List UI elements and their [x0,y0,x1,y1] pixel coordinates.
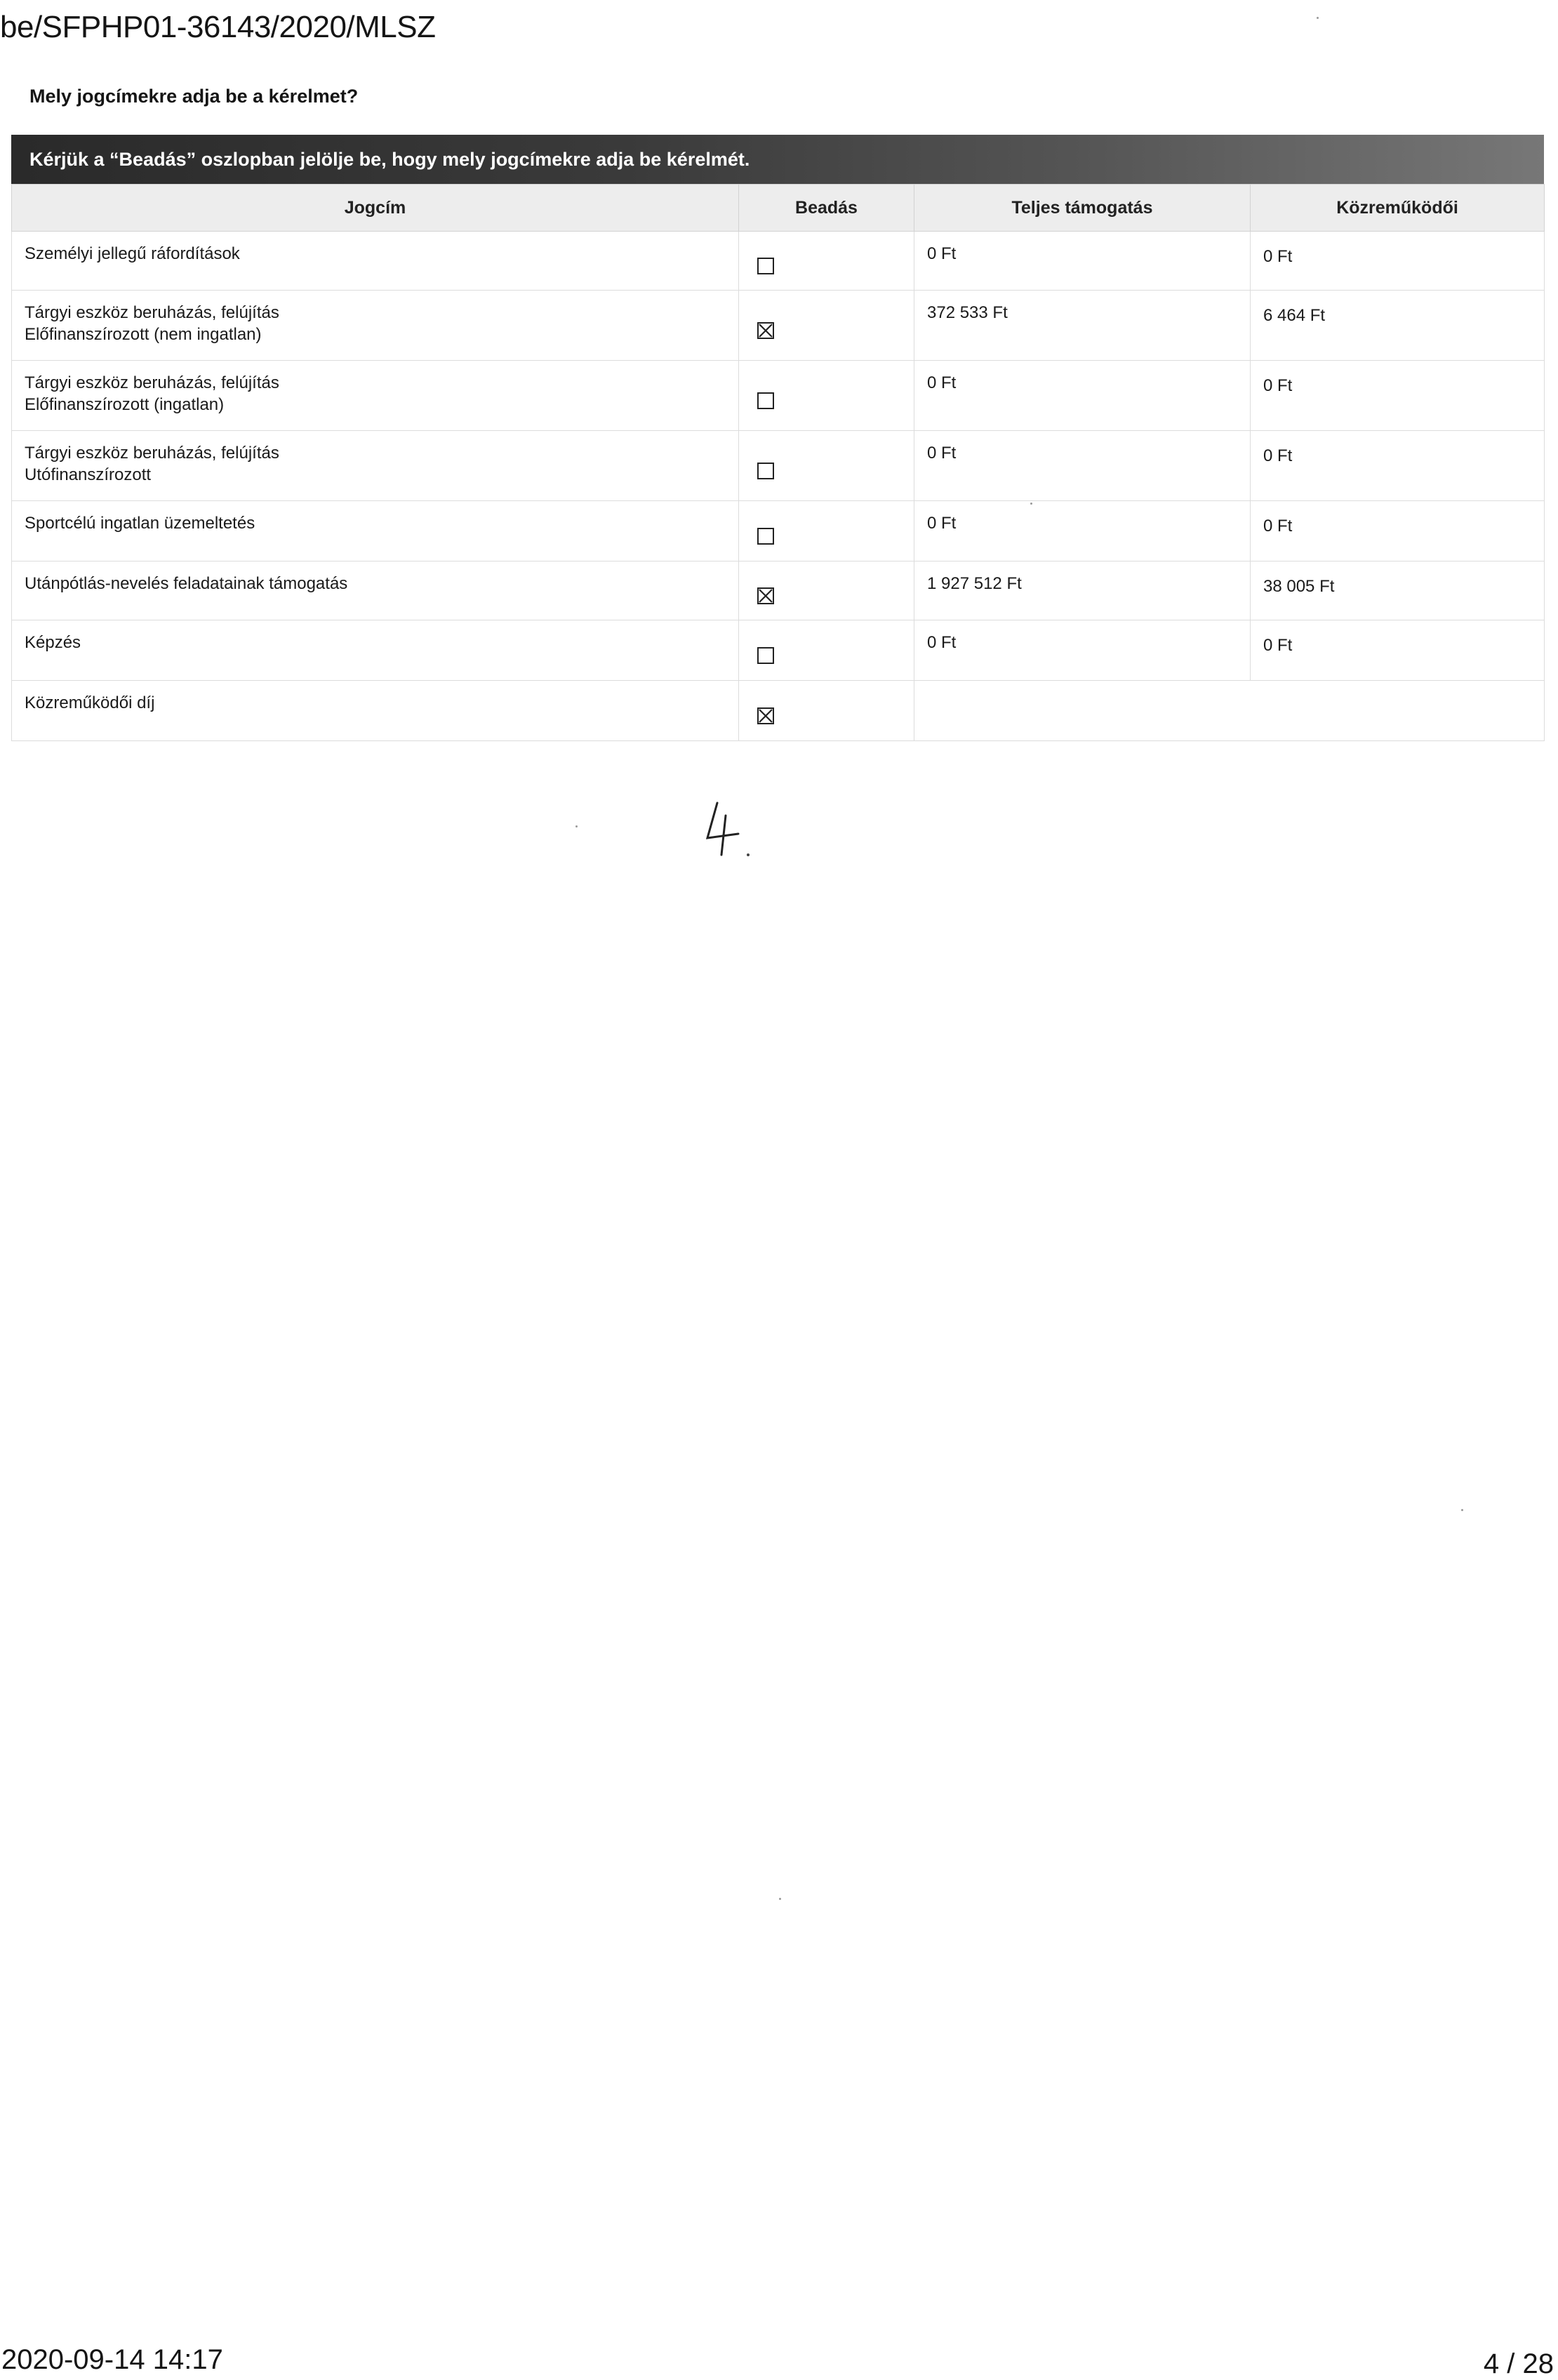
instruction-bar: Kérjük a “Beadás” oszlopban jelölje be, hogy mely jogcímekre adja be kérelmét. [11,135,1544,184]
column-header-beadas: Beadás [739,185,914,232]
jogcim-cell [12,291,739,361]
checked-checkbox[interactable] [757,587,774,604]
document-reference: be/SFPHP01-36143/2020/MLSZ [0,10,436,44]
intermediary-fee-cell: 0 Ft [1251,361,1545,431]
jogcim-label: Sportcélú ingatlan üzemeltetés [25,514,255,533]
intermediary-fee-cell: 0 Ft [1251,501,1545,561]
jogcim-cell [12,361,739,431]
footer-timestamp: 2020-09-14 14:17 [1,2344,223,2375]
column-header-total: Teljes támogatás [914,185,1251,232]
total-support-cell: 0 Ft [914,431,1251,501]
total-support-cell: 0 Ft [914,620,1251,681]
table-row [12,561,1545,620]
intermediary-fee-cell: 0 Ft [1251,232,1545,291]
jogcim-cell [12,620,739,681]
table-row [12,501,1545,561]
application-table-panel [11,135,1544,741]
jogcim-cell [12,431,739,501]
checked-checkbox[interactable] [757,707,774,724]
scan-speck [1317,17,1319,19]
total-support-cell: 372 533 Ft [914,291,1251,361]
jogcim-label: Tárgyi eszköz beruházás, felújítás [25,303,279,322]
jogcim-label: Tárgyi eszköz beruházás, felújítás [25,373,279,392]
beadas-cell [739,431,914,501]
beadas-cell [739,232,914,291]
unchecked-checkbox[interactable] [757,528,774,545]
intermediary-fee-cell: 0 Ft [1251,431,1545,501]
total-support-cell: 0 Ft [914,361,1251,431]
jogcim-label: Képzés [25,633,81,652]
unchecked-checkbox[interactable] [757,647,774,664]
scan-speck [779,1898,781,1900]
beadas-cell [739,361,914,431]
jogcim-label: Utánpótlás-nevelés feladatainak támogatás [25,574,348,593]
total-support-cell: 1 927 512 Ft [914,561,1251,620]
scan-speck [1461,1509,1463,1511]
jogcim-sublabel: Előfinanszírozott (ingatlan) [25,395,225,414]
unchecked-checkbox[interactable] [757,463,774,479]
beadas-cell [739,501,914,561]
jogcim-cell [12,681,739,741]
intermediary-fee-cell: 38 005 Ft [1251,561,1545,620]
beadas-cell [739,561,914,620]
empty-amount-cell [914,681,1545,741]
table-row [12,291,1545,361]
handwritten-page-number [702,799,758,862]
section-question: Mely jogcímekre adja be a kérelmet? [29,86,359,107]
jogcim-label: Tárgyi eszköz beruházás, felújítás [25,444,279,463]
table-row [12,431,1545,501]
jogcim-cell [12,232,739,291]
table-header-row [12,185,1545,232]
table-row [12,681,1545,741]
checked-checkbox[interactable] [757,322,774,339]
scan-speck [575,825,578,827]
cross-mark-icon [759,709,773,723]
column-header-jogcim: Jogcím [12,185,739,232]
total-support-cell: 0 Ft [914,501,1251,561]
beadas-cell [739,291,914,361]
intermediary-fee-cell: 0 Ft [1251,620,1545,681]
intermediary-fee-cell: 6 464 Ft [1251,291,1545,361]
jogcim-sublabel: Utófinanszírozott [25,465,152,484]
beadas-cell [739,620,914,681]
column-header-fee: Közreműködői [1251,185,1545,232]
cross-mark-icon [759,589,773,603]
unchecked-checkbox[interactable] [757,392,774,409]
jogcim-label: Közreműködői díj [25,693,155,712]
table-row [12,232,1545,291]
footer-page-number: 4 / 28 [1483,2348,1554,2379]
total-support-cell: 0 Ft [914,232,1251,291]
jogcim-label: Személyi jellegű ráfordítások [25,244,240,263]
jogcim-sublabel: Előfinanszírozott (nem ingatlan) [25,325,262,344]
scan-speck [1030,503,1032,505]
cross-mark-icon [759,324,773,338]
table-row [12,620,1545,681]
jogcim-cell [12,501,739,561]
beadas-cell [739,681,914,741]
jogcim-cell [12,561,739,620]
table-body [12,232,1545,741]
unchecked-checkbox[interactable] [757,258,774,274]
grant-table [11,184,1545,741]
table-row [12,361,1545,431]
